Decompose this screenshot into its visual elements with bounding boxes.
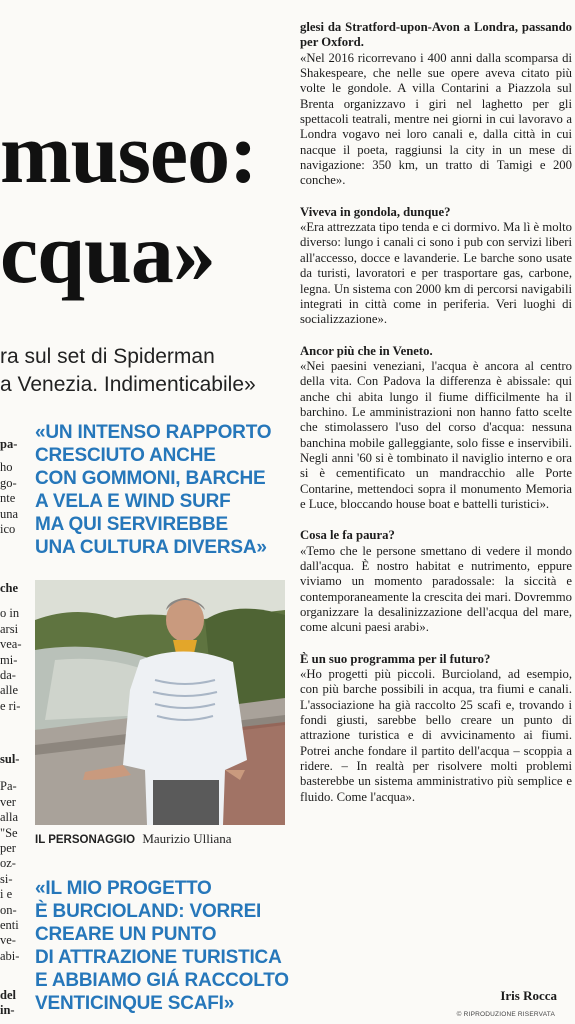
- caption-label: IL PERSONAGGIO: [35, 834, 136, 846]
- pull-quote-line: UNA CULTURA DIVERSA»: [35, 537, 267, 558]
- pull-quote-line: CRESCIUTO ANCHE: [35, 445, 216, 466]
- left-line: per: [0, 841, 16, 856]
- left-line: [0, 596, 26, 606]
- interview-question: Ancor più che in Veneto.: [300, 343, 433, 358]
- pull-quote-line: «UN INTENSO RAPPORTO: [35, 422, 272, 443]
- left-line: alla: [0, 810, 19, 825]
- pull-quote-line: VENTICINQUE SCAFI»: [35, 993, 235, 1014]
- left-line: ver: [0, 794, 16, 809]
- pull-quote-line: E ABBIAMO GIÁ RACCOLTO: [35, 970, 289, 991]
- left-line: on-: [0, 902, 17, 917]
- left-line: nte: [0, 491, 16, 506]
- rights-notice: © RIPRODUZIONE RISERVATA: [456, 1011, 555, 1018]
- left-line: oz-: [0, 856, 16, 871]
- left-line: abi-: [0, 948, 20, 963]
- photo-caption: [35, 831, 231, 847]
- interview-question: Cosa le fa paura?: [300, 528, 395, 543]
- left-line: in-: [0, 1003, 15, 1018]
- pull-quote-line: CON GOMMONI, BARCHE: [35, 468, 266, 489]
- left-line: arsi: [0, 621, 19, 636]
- interview-answer: «Era attrezzata tipo tenda e ci dormivo. Ma lì è molto diverso: lungo i canali ci sono i pub con servizi liberi all'accesso, docce e lavanderie. Le barche sono usate da turisti, lavoratori e per trasportare gas, carbone, legna. Un sistema con 2000 km di percorsi navigabili integrati in città come in periferia. Veri luoghi di socializzazione».: [300, 220, 572, 327]
- pull-quote-1: [35, 421, 272, 559]
- article-paragraph: «Nel 2016 ricorrevano i 400 anni dalla scomparsa di Shakespeare, che nelle sue opere aveva citato più volte le gondole. A villa Contarini a Piazzola sul Brenta organizzavo i giri nel laghetto per gli spettacoli teatrali, mentre nei giorni in cui lavoravo a Londra vogavo nei loro canali e, dalla città in cui nacque il poeta, raggiunsi la city in un mese di navigazione: 350 km, un tratto di Tamigi e 200 conche».: [300, 50, 572, 188]
- left-line: mi-: [0, 652, 18, 667]
- headline-line-2: cqua»: [0, 205, 215, 301]
- article-intro-bold: glesi da Stratford-upon-Avon a Londra, passando per Oxford.: [300, 20, 572, 50]
- left-line: ve-: [0, 933, 16, 948]
- left-line: go-: [0, 475, 17, 490]
- left-line: sul-: [0, 752, 20, 766]
- left-line: [0, 767, 26, 779]
- headline-line-1: museo:: [0, 105, 257, 201]
- left-column-block-2: [0, 581, 26, 714]
- pull-quote-line: DI ATTRAZIONE TURISTICA: [35, 947, 282, 968]
- left-line: enti: [0, 918, 19, 933]
- article-column: [300, 20, 572, 805]
- pull-quote-line: A VELA E WIND SURF: [35, 491, 231, 512]
- caption-name: Maurizio Ulliana: [142, 831, 232, 846]
- left-line: alle: [0, 683, 19, 698]
- interview-answer: «Ho progetti più piccoli. Burcioland, ad esempio, con più barche possibili in acqua, tra fiumi e canali. L'associazione ha già raccolto 25 scafi e, trovando i fondi giusti, sarebbe bello creare un punto di attrazione turistica e di avvicinamento ai fiumi. Potrei anche fondare il partito dell'acqua – scoppia a ridere. – In realtà per risolvere molti problemi basterebbe un sistema amministrativo più semplice e fluido. Come l'acqua».: [300, 667, 572, 804]
- left-line: vea-: [0, 637, 22, 652]
- author-signature: Iris Rocca: [500, 988, 557, 1003]
- left-column-block-4: [0, 988, 26, 1019]
- left-line: una: [0, 506, 19, 521]
- left-line: del: [0, 988, 16, 1002]
- pull-quote-line: MA QUI SERVIREBBE: [35, 514, 228, 535]
- left-column-block-3: [0, 752, 26, 964]
- portrait-photo: [35, 580, 285, 825]
- left-line: "Se: [0, 825, 18, 840]
- pull-quote-2: [35, 877, 289, 1015]
- left-line: [0, 452, 26, 460]
- left-line: pa-: [0, 437, 18, 451]
- left-line: e ri-: [0, 698, 21, 713]
- interview-answer: «Nei paesini veneziani, l'acqua è ancora al centro della vita. Con Padova la differenza è abissale: qui anche chi abita lungo il fiume difficilmente ha il barchino. Le amministrazioni non hanno fatto scelte che stimolassero l'uso del corso d'acqua: nessuna banchina mobile galleggiante, solo fisse e inservibili. Negli anni '60 si è tombinato il naviglio interno e ora si è cementificato un mandracchio alle Porte Contarine, mettendoci sopra il monumento Memoria e Luce, bloccando house boat e battelli turistici».: [300, 358, 572, 511]
- subhead-line-1: ra sul set di Spiderman: [0, 345, 215, 368]
- portrait-illustration: [35, 580, 285, 825]
- pull-quote-line: CREARE UN PUNTO: [35, 924, 217, 945]
- interview-answer: «Temo che le persone smettano di vedere il mondo dall'acqua. È nostro habitat e nutrimento, eppure viviamo un momento paradossale: la siccità e contemporaneamente la crescita dei mari. Dovremmo organizzare la desalinizzazione dell'acqua del mare, come alcuni paesi arabi».: [300, 543, 572, 635]
- left-line: o in: [0, 606, 20, 621]
- pull-quote-line: «IL MIO PROGETTO: [35, 878, 212, 899]
- left-line: i e: [0, 887, 13, 902]
- left-line: da-: [0, 668, 16, 683]
- left-line: si-: [0, 871, 13, 886]
- pull-quote-line: È BURCIOLAND: VORREI: [35, 901, 262, 922]
- subhead-line-2: a Venezia. Indimenticabile»: [0, 373, 256, 396]
- left-line: che: [0, 581, 19, 595]
- left-line: ho: [0, 460, 13, 475]
- interview-question: Viveva in gondola, dunque?: [300, 204, 451, 219]
- left-line: ico: [0, 522, 16, 537]
- interview-question: È un suo programma per il futuro?: [300, 651, 491, 666]
- left-column-block-1: [0, 437, 26, 537]
- left-line: Pa-: [0, 779, 17, 794]
